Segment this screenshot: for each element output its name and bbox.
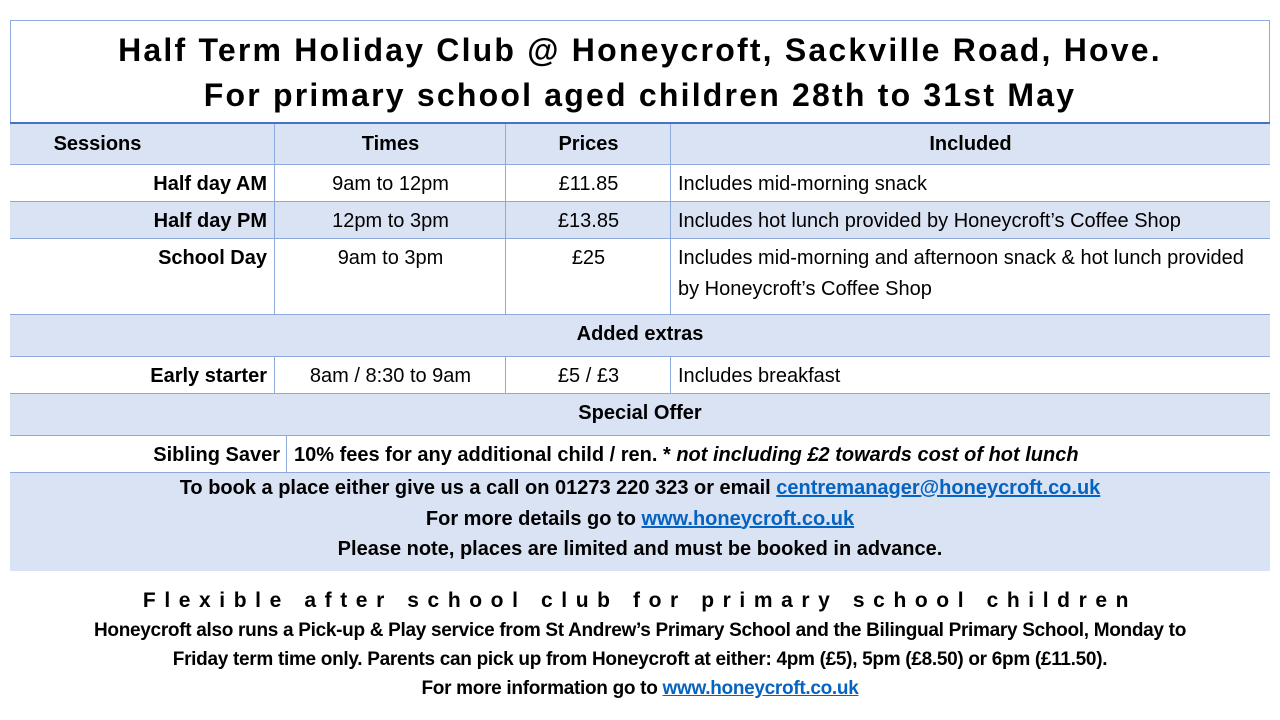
- column-header-times: Times: [361, 133, 420, 155]
- column-divider: [670, 356, 671, 393]
- column-divider: [274, 124, 275, 314]
- booking-note: Please note, places are limited and must be booked in advance.: [337, 538, 943, 560]
- website-link[interactable]: www.honeycroft.co.uk: [641, 507, 855, 530]
- info-text: For more information go to: [421, 678, 658, 699]
- booking-line-2: [10, 504, 1270, 535]
- extra-price: £5 / £3: [557, 365, 620, 387]
- session-time: 12pm to 3pm: [332, 210, 449, 232]
- session-name: Half day PM: [153, 210, 267, 232]
- table-row: [10, 164, 1270, 201]
- email-link[interactable]: centremanager@honeycroft.co.uk: [776, 477, 1101, 499]
- booking-call-text: To book a place either give us a call on 01273 220 323 or email: [179, 477, 771, 499]
- booking-details-text: For more details go to: [425, 507, 636, 530]
- table-divider: [10, 238, 1270, 239]
- after-school-info: [0, 674, 1280, 703]
- session-included: Includes mid-morning and afternoon snack & hot lunch provided by Honeycroft’s Coffee Shop: [678, 247, 1244, 300]
- title-line-1: Half Term Holiday Club @ Honeycroft, Sackville Road, Hove.: [118, 32, 1162, 68]
- session-price: £11.85: [558, 173, 619, 195]
- extra-time: 8am / 8:30 to 9am: [309, 365, 472, 387]
- table-divider: [10, 472, 1270, 473]
- session-name: Half day AM: [153, 173, 267, 195]
- table-divider: [10, 314, 1270, 315]
- table-divider: [10, 356, 1270, 357]
- table-divider: [10, 435, 1270, 436]
- offer-label: Sibling Saver: [153, 444, 280, 466]
- offer-heading-row: [10, 393, 1270, 435]
- table-divider: [10, 164, 1270, 165]
- session-name: School Day: [158, 247, 267, 269]
- offer-heading: Special Offer: [578, 402, 702, 424]
- page-title: [10, 20, 1270, 123]
- extras-heading-row: [10, 314, 1270, 356]
- extra-included: Includes breakfast: [678, 365, 841, 387]
- column-header-prices: Prices: [558, 133, 619, 155]
- booking-info: [10, 472, 1270, 571]
- column-header-included: Included: [929, 133, 1012, 155]
- extras-heading: Added extras: [576, 323, 704, 345]
- table-row: [10, 201, 1270, 238]
- offer-description: 10% fees for any additional child / ren. *: [294, 444, 671, 466]
- session-time: 9am to 3pm: [337, 247, 444, 269]
- table-divider: [10, 201, 1270, 202]
- after-school-section: [0, 586, 1280, 703]
- table-header-row: [10, 124, 1270, 164]
- column-divider: [670, 124, 671, 314]
- extra-name: Early starter: [150, 365, 267, 387]
- after-school-title: Flexible after school club for primary school children: [142, 589, 1138, 612]
- column-divider: [274, 356, 275, 393]
- title-line-2: For primary school aged children 28th to 31st May: [203, 77, 1077, 113]
- column-header-sessions: Sessions: [53, 133, 142, 155]
- after-school-text-2: Friday term time only. Parents can pick up from Honeycroft at either: 4pm (£5), 5pm (£8.50) or 6pm (£11.50).: [172, 649, 1108, 670]
- footer-website-link[interactable]: www.honeycroft.co.uk: [662, 678, 859, 699]
- session-time: 9am to 12pm: [332, 173, 449, 195]
- table-row: [10, 356, 1270, 393]
- offer-row: [10, 435, 1270, 472]
- column-divider: [505, 356, 506, 393]
- session-included: Includes hot lunch provided by Honeycroft’s Coffee Shop: [678, 210, 1181, 232]
- booking-line-1: [10, 473, 1270, 504]
- offer-text: [287, 435, 1270, 472]
- session-price: £25: [571, 247, 606, 269]
- after-school-text-1: Honeycroft also runs a Pick-up & Play service from St Andrew’s Primary School and the Bilingual Primary School, Monday to: [93, 620, 1186, 641]
- session-included: Includes mid-morning snack: [678, 173, 927, 195]
- offer-note: not including £2 towards cost of hot lunch: [676, 444, 1079, 466]
- session-price: £13.85: [557, 210, 620, 232]
- table-divider: [10, 393, 1270, 394]
- column-divider: [286, 435, 287, 472]
- column-divider: [505, 124, 506, 314]
- table-row: [10, 238, 1270, 314]
